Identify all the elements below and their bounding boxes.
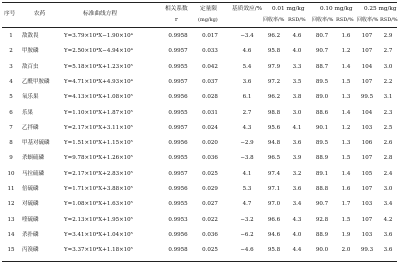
cell-r: 0.9955 [168,63,188,70]
cell-rsd1: 3.8 [292,94,302,101]
cell-rec1: 98.8 [267,109,281,116]
cell-rec3: 107 [361,78,373,85]
cell-rsd1: 4.4 [292,247,302,254]
cell-rsd3: 2.8 [383,155,393,162]
cell-loq: 0.033 [202,48,218,55]
cell-r: 0.9955 [168,201,188,208]
cell-loq: 0.020 [202,140,218,147]
header-rsd-1: RSD/% [288,17,306,23]
cell-rsd2: 1.2 [341,124,351,131]
cell-me: 5.3 [242,186,252,192]
cell-rec3: 107 [361,155,373,162]
cell-rsd2: 1.3 [341,94,351,101]
header-loq-group: 定量限 [200,6,218,12]
cell-rsd2: 1.4 [341,109,351,116]
cell-me: −2.9 [240,140,254,147]
cell-rec3: 107 [361,33,373,39]
cell-rec3: 106 [361,140,373,147]
cell-rsd2: 1.4 [341,63,351,70]
cell-rec3: 103 [361,124,373,131]
cell-rec1: 95.8 [267,48,281,55]
cell-rec2: 90.1 [315,124,329,131]
cell-no: 11 [7,186,15,192]
cell-rsd1: 4.3 [292,216,302,223]
cell-no: 13 [7,216,15,223]
cell-rec3: 107 [361,216,373,223]
cell-rec1: 96.6 [267,216,281,223]
cell-r: 0.9956 [168,231,188,238]
cell-rec3: 107 [361,48,373,55]
cell-rsd1: 3.4 [292,201,302,208]
cell-name: 敌敌畏 [22,33,39,39]
header-rule [2,27,397,28]
cell-eq: Y=9.78×10⁴X+1.26×10⁵ [64,155,133,162]
cell-rec1: 97.1 [267,186,281,192]
cell-rsd1: 3.0 [292,109,302,116]
cell-no: 9 [9,155,13,162]
cell-eq: Y=4.13×10⁴X+1.08×10⁵ [64,94,133,101]
bottom-rule [2,261,397,262]
cell-rec3: 104 [361,63,373,70]
cell-rsd1: 4.0 [292,231,302,238]
cell-rec1: 95.8 [267,247,281,254]
cell-no: 12 [7,201,15,208]
cell-loq: 0.025 [202,247,218,254]
cell-no: 4 [9,78,13,85]
cell-loq: 0.031 [202,109,218,116]
cell-rsd3: 3.6 [383,231,393,238]
cell-rsd2: 1.2 [341,48,351,55]
cell-rsd2: 1.5 [341,78,351,85]
cell-r: 0.9956 [168,94,188,101]
cell-r: 0.9956 [168,186,188,192]
cell-rsd3: 2.7 [383,48,393,55]
cell-eq: Y=2.17×10⁵X+2.83×10⁵ [64,170,133,177]
cell-rsd1: 3.6 [292,140,302,147]
cell-rec2: 88.7 [315,63,329,70]
cell-name: 甲基对硫磷 [22,140,50,147]
cell-rec1: 96.5 [267,155,281,162]
cell-r: 0.9957 [168,124,188,131]
cell-rsd3: 3.0 [383,186,393,192]
cell-loq: 0.017 [202,33,218,39]
cell-me: 2.7 [242,109,252,116]
cell-name: 对硫磷 [22,201,39,208]
cell-rsd3: 3.0 [383,63,393,70]
cell-rec1: 96.2 [267,94,281,101]
cell-rsd2: 1.7 [341,201,351,208]
cell-me: 4.3 [242,124,252,131]
cell-rsd3: 3.1 [383,94,393,101]
cell-eq: Y=4.71×10⁴X+4.93×10⁴ [64,78,133,85]
cell-no: 2 [9,48,13,55]
cell-no: 10 [7,170,15,177]
cell-rsd1: 3.6 [292,186,302,192]
cell-eq: Y=3.37×10⁴X+1.18×10⁵ [64,247,133,254]
cell-name: 乐果 [22,109,34,116]
cell-rsd3: 2.3 [383,109,393,116]
cell-me: 6.1 [242,94,252,101]
cell-loq: 0.022 [202,216,218,223]
top-rule [2,2,397,3]
cell-rec2: 88.9 [315,155,329,162]
cell-loq: 0.036 [202,155,218,162]
header-rsd-2: RSD/% [336,17,354,23]
cell-loq: 0.037 [202,78,218,85]
cell-name: 乙酰甲胺磷 [22,78,50,85]
cell-loq: 0.024 [202,124,218,131]
cell-eq: Y=1.08×10⁵X+1.63×10⁵ [64,201,133,208]
cell-r: 0.9957 [168,48,188,55]
cell-rec1: 97.2 [267,78,281,85]
cell-rsd3: 4.2 [383,216,393,223]
cell-rsd3: 3.6 [383,247,393,254]
header-pesticide: 农药 [34,11,46,17]
header-level2: 0.10 mg/kg [320,6,353,12]
cell-rsd3: 2.5 [383,124,393,131]
cell-r: 0.9958 [168,33,188,39]
cell-rsd3: 2.6 [383,140,393,147]
cell-rec2: 89.5 [315,140,329,147]
cell-no: 5 [9,94,13,101]
cell-me: 4.7 [242,201,252,208]
cell-me: 4.6 [242,48,252,55]
cell-rsd2: 1.5 [341,155,351,162]
cell-rsd2: 1.9 [341,231,351,238]
cell-rsd1: 4.6 [292,33,302,39]
cell-eq: Y=3.79×10⁴X−1.90×10⁴ [64,33,133,39]
cell-loq: 0.028 [202,94,218,101]
header-recovery-3: 回收率/% [357,17,379,23]
cell-r: 0.9953 [168,216,188,223]
cell-rsd3: 2.2 [383,78,393,85]
cell-rsd3: 2.4 [383,170,393,177]
cell-name: 喹硫磷 [22,216,39,223]
cell-eq: Y=1.71×10⁵X+3.88×10⁵ [64,186,133,192]
cell-rec2: 88.8 [315,186,329,192]
cell-loq: 0.036 [202,231,218,238]
cell-rec2: 88.9 [315,231,329,238]
cell-rsd2: 1.3 [341,140,351,147]
cell-r: 0.9957 [168,170,188,177]
cell-rec1: 97.9 [267,63,281,70]
cell-rec3: 104 [361,109,373,116]
cell-rec1: 94.6 [267,231,281,238]
cell-rsd1: 3.5 [292,78,302,85]
cell-name: 甲胺磷 [22,48,39,55]
cell-me: 5.4 [242,63,252,70]
cell-rec2: 89.1 [315,170,329,177]
cell-rsd3: 3.4 [383,201,393,208]
cell-r: 0.9958 [168,247,188,254]
cell-r: 0.9956 [168,140,188,147]
cell-rec3: 99.3 [360,247,374,254]
cell-rsd2: 1.6 [341,186,351,192]
cell-rec2: 88.6 [315,109,329,116]
header-level3: 0.25 mg/kg [364,6,397,12]
cell-eq: Y=1.10×10⁵X+1.87×10⁵ [64,109,133,116]
cell-me: −3.8 [240,155,254,162]
cell-rec2: 89.5 [315,78,329,85]
cell-rec1: 95.6 [267,124,281,131]
cell-loq: 0.042 [202,63,218,70]
cell-me: −6.2 [240,231,254,238]
cell-eq: Y=1.51×10⁵X+1.15×10⁵ [64,140,133,147]
header-r-symbol: r [175,17,178,23]
cell-rec1: 96.2 [267,33,281,39]
cell-rsd1: 4.0 [292,48,302,55]
cell-r: 0.9955 [168,155,188,162]
cell-no: 7 [9,124,13,131]
cell-no: 3 [9,63,13,70]
cell-no: 8 [9,140,13,147]
cell-rec2: 92.8 [315,216,329,223]
cell-name: 丙溴磷 [22,247,39,254]
cell-rsd1: 3.3 [292,63,302,70]
cell-rec2: 89.0 [315,94,329,101]
cell-me: −4.6 [240,247,254,254]
cell-rsd2: 1.5 [341,216,351,223]
cell-loq: 0.029 [202,186,218,192]
cell-me: 4.1 [242,170,252,177]
cell-rsd3: 2.9 [383,33,393,39]
cell-me: −3.2 [240,216,254,223]
cell-rsd1: 3.9 [292,155,302,162]
cell-no: 15 [7,247,15,254]
cell-eq: Y=2.50×10⁴X−4.94×10⁴ [64,48,133,55]
cell-name: 杀扑磷 [22,231,39,238]
cell-rec2: 90.7 [315,48,329,55]
header-rsd-3: RSD/% [380,17,398,23]
cell-r: 0.9955 [168,109,188,116]
header-recovery-1: 回收率/% [263,17,285,23]
cell-loq: 0.025 [202,170,218,177]
cell-rec2: 90.0 [315,247,329,254]
cell-rec1: 94.8 [267,140,281,147]
cell-rec3: 105 [361,170,373,177]
cell-eq: Y=2.13×10⁵X+1.95×10⁵ [64,216,133,223]
header-level1: 0.01 mg/kg [272,6,305,12]
cell-no: 6 [9,109,13,116]
cell-rec3: 99.5 [360,94,374,101]
header-no: 序号 [4,11,16,17]
cell-rec3: 103 [361,201,373,208]
cell-eq: Y=2.17×10⁵X+3.11×10⁵ [64,124,133,131]
cell-rsd2: 2.0 [341,247,351,254]
cell-rsd2: 1.6 [341,33,351,39]
cell-eq: Y=5.18×10⁴X+1.23×10⁵ [64,63,133,70]
cell-name: 乙拌磷 [22,124,39,131]
cell-rec1: 97.0 [267,201,281,208]
cell-rec2: 90.7 [315,201,329,208]
header-matrix-effect: 基质效应/% [232,6,263,12]
cell-name: 氧乐果 [22,94,39,101]
cell-rsd2: 1.4 [341,170,351,177]
cell-name: 杀螟硫磷 [22,155,45,162]
cell-me: −3.4 [240,33,254,39]
header-r-group: 相关系数 [165,6,188,12]
cell-name: 敌百虫 [22,63,39,70]
cell-rec3: 103 [361,231,373,238]
cell-no: 1 [9,33,13,39]
cell-rec3: 107 [361,186,373,192]
cell-loq: 0.027 [202,201,218,208]
cell-no: 14 [7,231,15,238]
header-loq-unit: (mg/kg) [198,17,218,23]
cell-r: 0.9957 [168,78,188,85]
cell-rsd1: 3.2 [292,170,302,177]
cell-name: 倍硫磷 [22,186,39,192]
cell-name: 马拉硫磷 [22,170,45,177]
header-recovery-2: 回收率/% [312,17,334,23]
cell-rec2: 80.7 [315,33,329,39]
cell-eq: Y=3.41×10⁴X+1.04×10⁵ [64,231,133,238]
cell-rsd1: 4.1 [292,124,302,131]
cell-rec1: 97.4 [267,170,281,177]
cell-me: 3.6 [242,78,252,85]
header-equation: 标准曲线方程 [83,11,118,17]
